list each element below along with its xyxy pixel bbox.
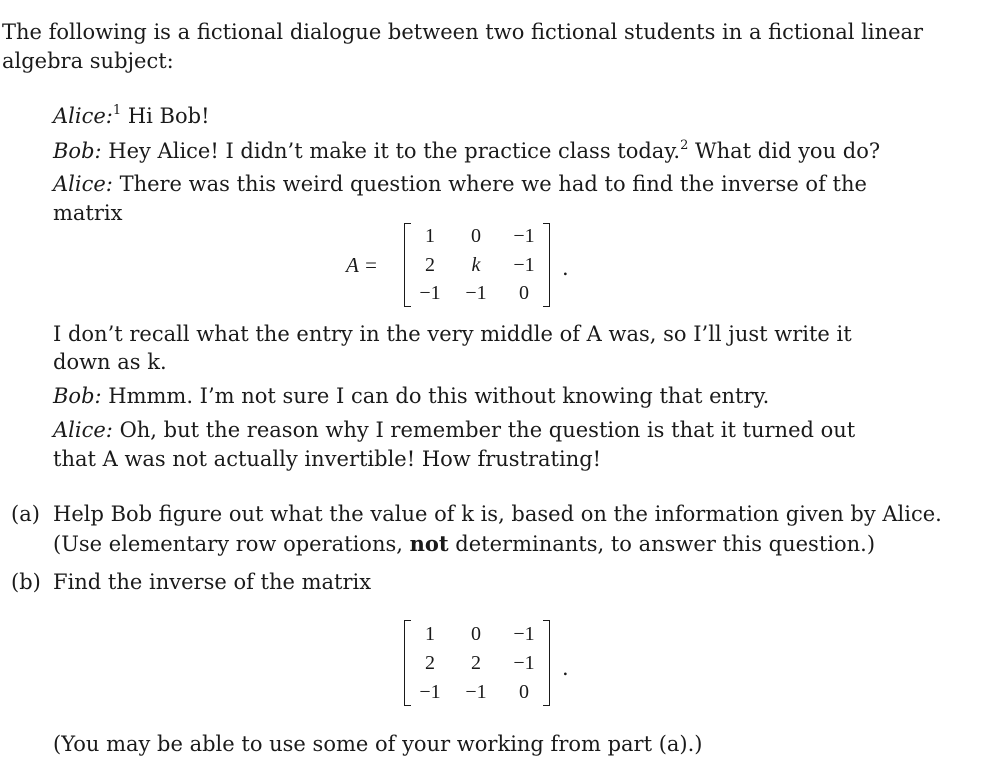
matrix-b-cell: −1 [465, 681, 487, 703]
matrix-a-period: . [562, 256, 569, 280]
matrix-a-cell: 0 [519, 282, 529, 304]
part-a-line-1: Help Bob figure out what the value of k is, based on the information given by Alice. [53, 502, 942, 526]
speaker-alice: Alice: [53, 172, 113, 196]
intro-line-1: The following is a fictional dialogue between two fictional students in a fictional linear [2, 20, 924, 44]
dialogue-alice-2 [53, 172, 867, 196]
matrix-b-cell: 0 [471, 623, 481, 645]
matrix-a-cell: 2 [425, 254, 435, 276]
dialogue-text: Hey Alice! I didn’t make it to the practice class today. [108, 139, 681, 163]
dialogue-alice-3-cont: that A was not actually invertible! How frustrating! [53, 447, 602, 471]
part-a-text: determinants, to answer this question.) [455, 532, 876, 556]
matrix-bracket-right [543, 223, 550, 307]
footnote-marker: 1 [112, 103, 122, 118]
dialogue-bob-1 [53, 139, 880, 163]
matrix-a-cell: −1 [513, 254, 535, 276]
matrix-b-cell: −1 [513, 623, 535, 645]
matrix-a-label: A = [346, 253, 378, 277]
part-a-emphasis: not [409, 531, 449, 556]
dialogue-after-matrix-1: I don’t recall what the entry in the very middle of A was, so I’ll just write it [53, 322, 852, 346]
dialogue-text: What did you do? [695, 139, 881, 163]
matrix-a-cell: 0 [471, 225, 481, 247]
matrix-a [404, 223, 550, 307]
dialogue-text: There was this weird question where we had to find the inverse of the [119, 172, 867, 196]
part-a-line-2 [53, 531, 875, 556]
matrix-a-cell: −1 [419, 282, 441, 304]
matrix-b-cell: 1 [425, 623, 435, 645]
speaker-alice: Alice: [53, 104, 113, 128]
intro-line-2: algebra subject: [2, 49, 174, 73]
part-b-line-1: Find the inverse of the matrix [53, 570, 372, 594]
dialogue-text: Oh, but the reason why I remember the question is that it turned out [119, 418, 856, 442]
speaker-bob: Bob: [53, 139, 102, 163]
matrix-a-cell: 1 [425, 225, 435, 247]
matrix-b-cell: 0 [519, 681, 529, 703]
dialogue-alice-2-cont: matrix [53, 201, 123, 225]
part-a-label: (a) [11, 502, 40, 526]
matrix-a-cell: k [471, 254, 481, 276]
dialogue-alice-1 [53, 104, 210, 128]
speaker-bob: Bob: [53, 384, 102, 408]
matrix-b-cell: −1 [513, 652, 535, 674]
speaker-alice: Alice: [53, 418, 113, 442]
matrix-b-cell: −1 [419, 681, 441, 703]
footnote-marker: 2 [680, 138, 689, 153]
matrix-a-cell: −1 [513, 225, 535, 247]
dialogue-alice-3 [53, 418, 855, 442]
dialogue-text: Hmmm. I’m not sure I can do this without knowing that entry. [108, 384, 770, 408]
dialogue-text: Hi Bob! [127, 104, 210, 128]
matrix-bracket-right [543, 620, 550, 706]
part-b-note: (You may be able to use some of your working from part (a).) [53, 732, 703, 756]
matrix-b-cell: 2 [425, 652, 435, 674]
dialogue-after-matrix-2: down as k. [53, 350, 167, 374]
matrix-b-cell: 2 [471, 652, 481, 674]
matrix-a-cell: −1 [465, 282, 487, 304]
dialogue-bob-2 [53, 384, 769, 408]
matrix-b-period: . [562, 656, 569, 680]
matrix-b [404, 620, 550, 706]
part-b-label: (b) [11, 570, 41, 594]
part-a-text: (Use elementary row operations, [53, 532, 403, 556]
